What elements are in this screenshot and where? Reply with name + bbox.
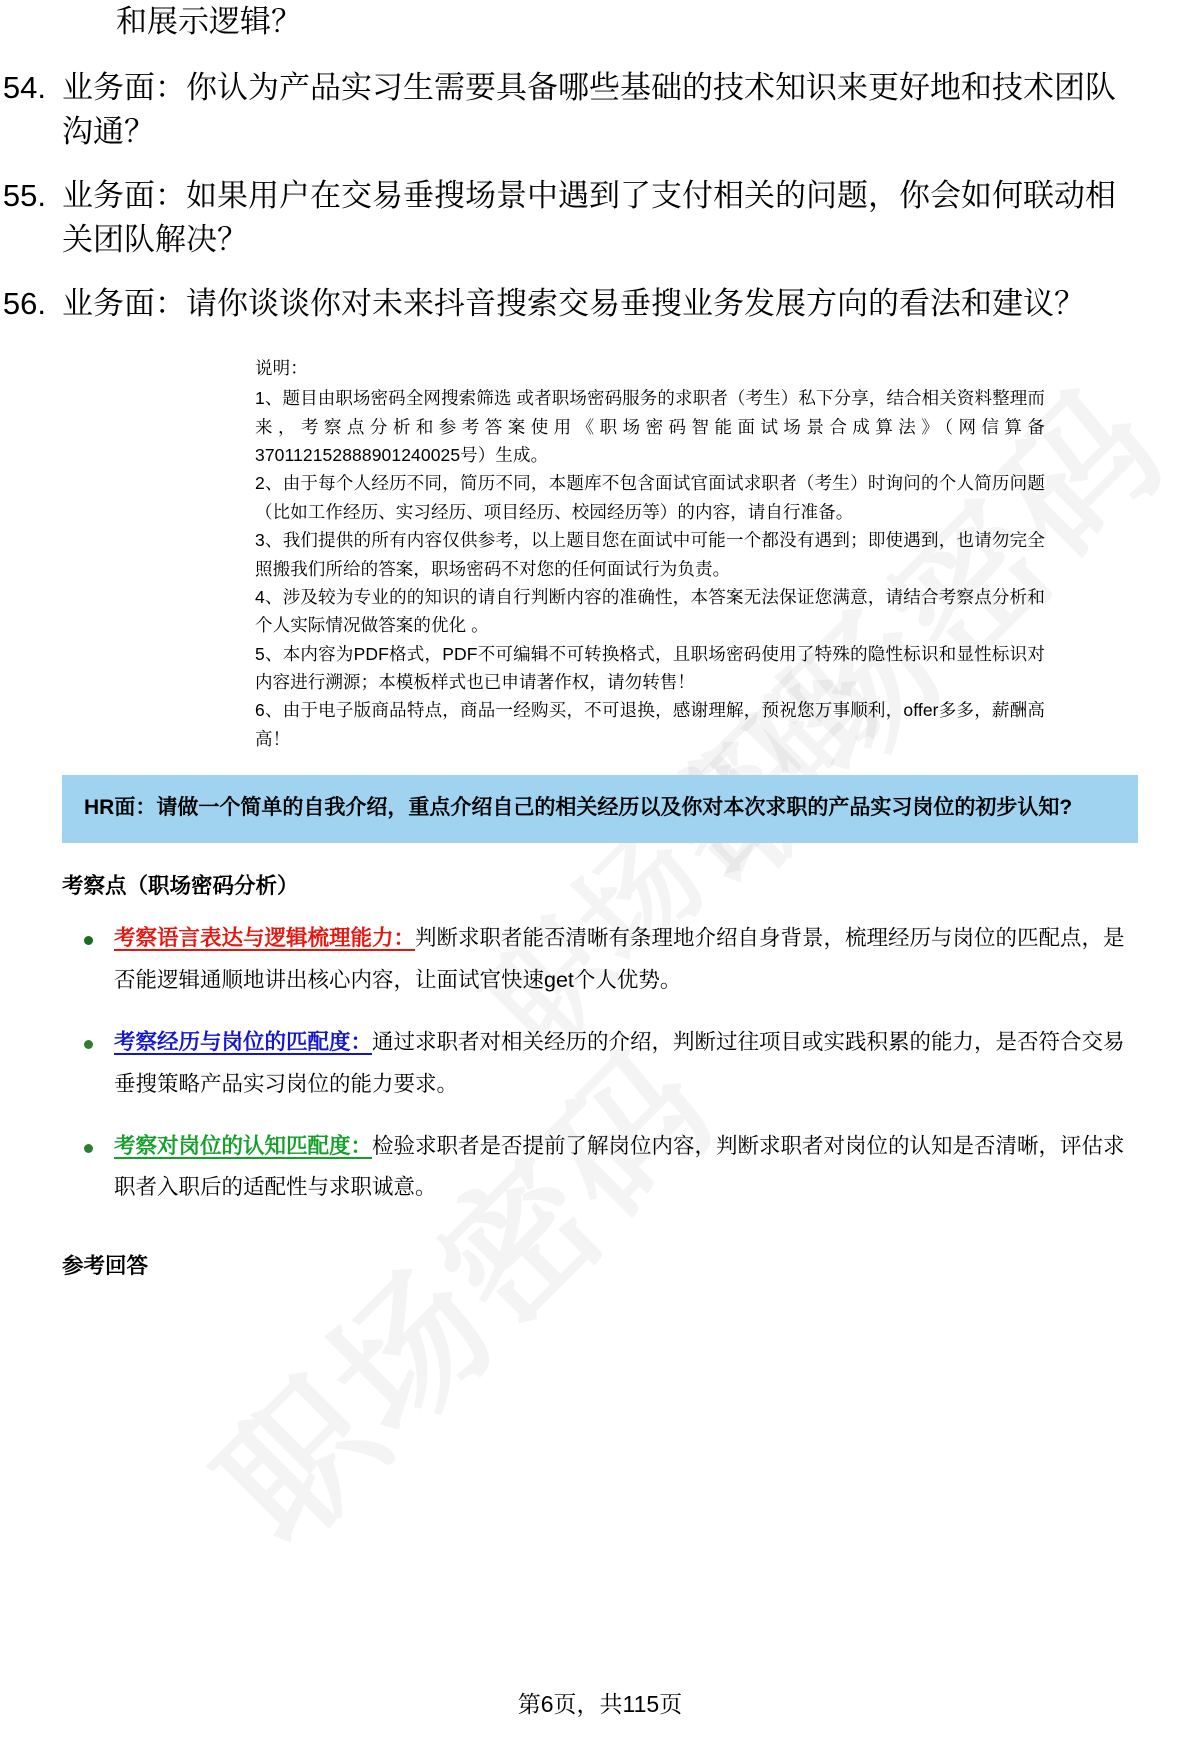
analysis-point-body: 判断求职者能否清晰有条理地介绍自身背景，梳理经历与岗位的匹配点，是否能逻辑通顺地讲出核心内容，让面试官快速get个人优势。 xyxy=(114,925,1125,992)
analysis-point xyxy=(62,918,1138,1002)
hr-question-banner: HR面：请做一个简单的自我介绍，重点介绍自己的相关经历以及你对本次求职的产品实习岗位的初步认知? xyxy=(62,775,1138,843)
note-line: 1、题目由职场密码全网搜索筛选 或者职场密码服务的求职者（考生）私下分享，结合相关资料整理而来，考察点分析和参考答案使用《职场密码智能面试场景合成算法》（网信算备370112152888901240025号）生成。 xyxy=(255,388,1045,466)
question-list xyxy=(0,66,1200,326)
question-text: 业务面：你认为产品实习生需要具备哪些基础的技术知识来更好地和技术团队沟通？ xyxy=(62,70,1116,150)
note-line: 5、本内容为PDF格式，PDF不可编辑不可转换格式，且职场密码使用了特殊的隐性标识和显性标识对内容进行溯源；本模板样式也已申请著作权，请勿转售！ xyxy=(255,643,1045,692)
question-item xyxy=(0,66,1200,154)
analysis-point-body: 检验求职者是否提前了解岗位内容，判断求职者对岗位的认知是否清晰，评估求职者入职后的适配性与求职诚意。 xyxy=(114,1133,1125,1200)
analysis-point-body: 通过求职者对相关经历的介绍，判断过往项目或实践积累的能力，是否符合交易垂搜策略产品实习岗位的能力要求。 xyxy=(114,1029,1125,1096)
continuation-line: 和展示逻辑？ xyxy=(116,4,302,39)
answer-heading: 参考回答 xyxy=(62,1254,149,1279)
question-text: 业务面：请你谈谈你对未来抖音搜索交易垂搜业务发展方向的看法和建议？ xyxy=(62,286,1085,322)
note-line: 4、涉及较为专业的的知识的请自行判断内容的准确性，本答案无法保证您满意，请结合考察点分析和个人实际情况做答案的优化 。 xyxy=(255,586,1045,636)
question-text: 业务面：如果用户在交易垂搜场景中遇到了支付相关的问题，你会如何联动相关团队解决？ xyxy=(62,178,1116,258)
analysis-point-head: 考察对岗位的认知匹配度： xyxy=(114,1133,373,1158)
question-item xyxy=(0,282,1200,326)
analysis-point-list xyxy=(62,918,1138,1210)
note-title: 说明： xyxy=(255,358,308,379)
analysis-point-head: 考察语言表达与逻辑梳理能力： xyxy=(114,925,416,950)
question-number: 56. xyxy=(2,286,46,322)
analysis-point-head: 考察经历与岗位的匹配度： xyxy=(114,1029,373,1054)
note-line: 2、由于每个人经历不同，简历不同，本题库不包含面试官面试求职者（考生）时询问的个人简历问题（比如工作经历、实习经历、项目经历、校园经历等）的内容，请自行准备。 xyxy=(255,473,1045,522)
page-footer: 第6页，共115页 xyxy=(517,1691,683,1717)
analysis-point xyxy=(62,1022,1138,1106)
note-block xyxy=(0,354,1200,753)
note-line: 3、我们提供的所有内容仅供参考，以上题目您在面试中可能一个都没有遇到；即使遇到，也请勿完全照搬我们所给的答案，职场密码不对您的任何面试行为负责。 xyxy=(255,530,1045,579)
analysis-heading: 考察点（职场密码分析） xyxy=(62,873,299,898)
question-number: 54. xyxy=(2,70,46,106)
question-number: 55. xyxy=(2,178,46,214)
question-item xyxy=(0,174,1200,262)
note-line: 6、由于电子版商品特点，商品一经购买，不可退换，感谢理解，预祝您万事顺利，offer多多，薪酬高高！ xyxy=(255,700,1045,749)
analysis-point xyxy=(62,1126,1138,1210)
